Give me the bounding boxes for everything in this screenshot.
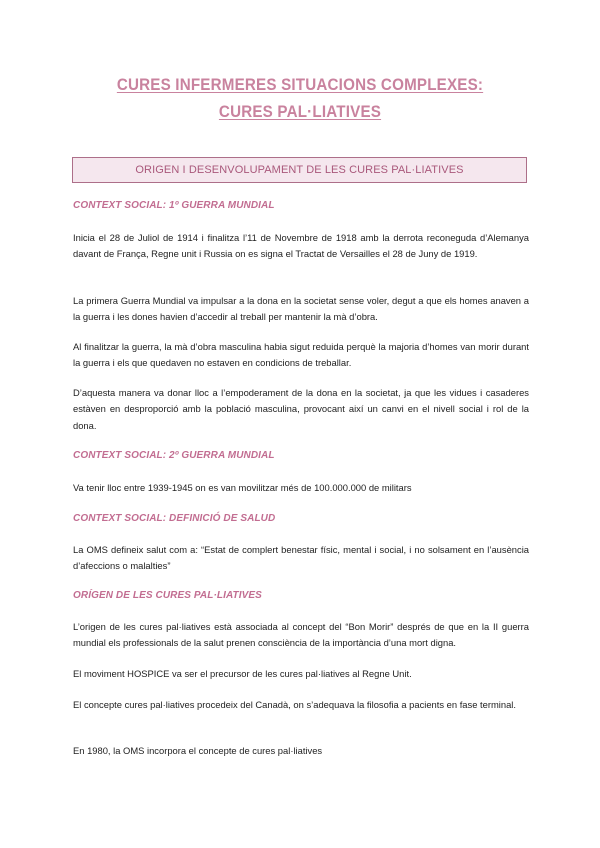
paragraph-ww1-women: La primera Guerra Mundial va impulsar a la dona en la societat sense voler, degut a que els homes anaven a la guerra i les dones havien d’accedir al treball per mantenir la mà d’obra. — [73, 295, 529, 323]
paragraph-origin-hospice: El moviment HOSPICE va ser el precursor de les cures pal·liatives al Regne Unit. — [73, 668, 412, 679]
paragraph-ww2: Va tenir lloc entre 1939-1945 on es van movilitzar més de 100.000.000 de militars — [73, 482, 412, 493]
paragraph-origin-canada: El concepte cures pal·liatives procedeix del Canadà, on s’adequava la filosofia a pacients en fase terminal. — [73, 699, 516, 710]
document-title-line2: CURES PAL·LIATIVES — [218, 103, 382, 121]
paragraph-health-definition: La OMS defineix salut com a: “Estat de complert benestar físic, mental i social, i no solsament en l’ausència d’afeccions o malalties” — [73, 544, 529, 572]
section-banner: ORIGEN I DESENVOLUPAMENT DE LES CURES PAL·LIATIVES — [72, 157, 527, 183]
paragraph-origin-concept: L’origen de les cures pal·liatives està associada al concept del “Bon Morir” després de que en la II guerra mundial els professionals de la salut prenen consciència de la importància d’una mort digna. — [73, 621, 529, 649]
document-title-line1: CURES INFERMERES SITUACIONS COMPLEXES: — [116, 76, 484, 94]
paragraph-ww1-dates: Inicia el 28 de Juliol de 1914 i finalitza l’11 de Novembre de 1918 amb la derrota reconeguda d’Alemanya davant de França, Regne unit i Russia on es signa el Tractat de Versailles el 28 de Juny de 1919. — [73, 232, 529, 260]
section-heading-ww2: CONTEXT SOCIAL: 2º GUERRA MUNDIAL — [73, 450, 275, 461]
section-heading-ww1: CONTEXT SOCIAL: 1º GUERRA MUNDIAL — [73, 200, 275, 211]
section-heading-health-definition: CONTEXT SOCIAL: DEFINICIÓ DE SALUD — [73, 513, 276, 524]
paragraph-ww1-postwar: Al finalitzar la guerra, la mà d’obra masculina habia sigut reduida perquè la majoria d’homes van morir durant la guerra i els que quedaven no estaven en condicions de treballar. — [73, 341, 529, 369]
paragraph-origin-oms: En 1980, la OMS incorpora el concepte de cures pal·liatives — [73, 745, 323, 756]
section-heading-origin: ORÍGEN DE LES CURES PAL·LIATIVES — [73, 590, 262, 601]
paragraph-ww1-empowerment: D’aquesta manera va donar lloc a l’empoderament de la dona en la societat, ja que les vidues i casaderes estàven en desproporció amb la població masculina, provocant així un canvi en el nivell social i rol de la dona. — [73, 387, 529, 431]
